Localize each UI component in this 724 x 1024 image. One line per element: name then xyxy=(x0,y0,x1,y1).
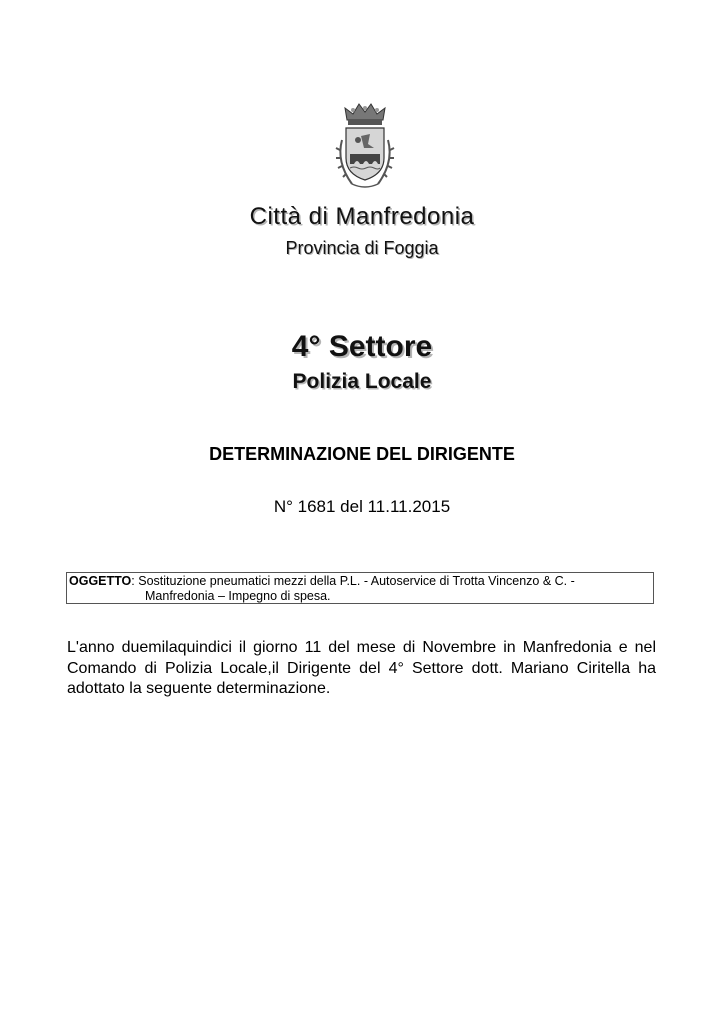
body-paragraph: L'anno duemilaquindici il giorno 11 del mese di Novembre in Manfredonia e nel Comando di Polizia Locale,il Dirigente del 4° Settore dott. Mariano Ciritella ha adottato la seguente determinazione. xyxy=(67,639,656,697)
subject-box xyxy=(66,572,654,604)
subject-line-1 xyxy=(69,574,651,589)
province-subtitle: Provincia di Foggia xyxy=(285,238,439,258)
coat-of-arms-icon xyxy=(330,100,400,192)
subject-text-2: Manfredonia – Impegno di spesa. xyxy=(145,589,331,603)
subject-text-1: Sostituzione pneumatici mezzi della P.L. - Autoservice di Trotta Vincenzo & C. - xyxy=(138,574,575,588)
subject-label: OGGETTO xyxy=(69,574,132,588)
determination-title: DETERMINAZIONE DEL DIRIGENTE xyxy=(209,444,515,464)
unit-title: Polizia Locale xyxy=(292,370,432,393)
subject-colon: : xyxy=(131,574,139,588)
determination-number: N° 1681 del 11.11.2015 xyxy=(273,497,451,516)
city-title: Città di Manfredonia xyxy=(249,203,475,230)
sector-title: 4° Settore xyxy=(291,330,433,363)
